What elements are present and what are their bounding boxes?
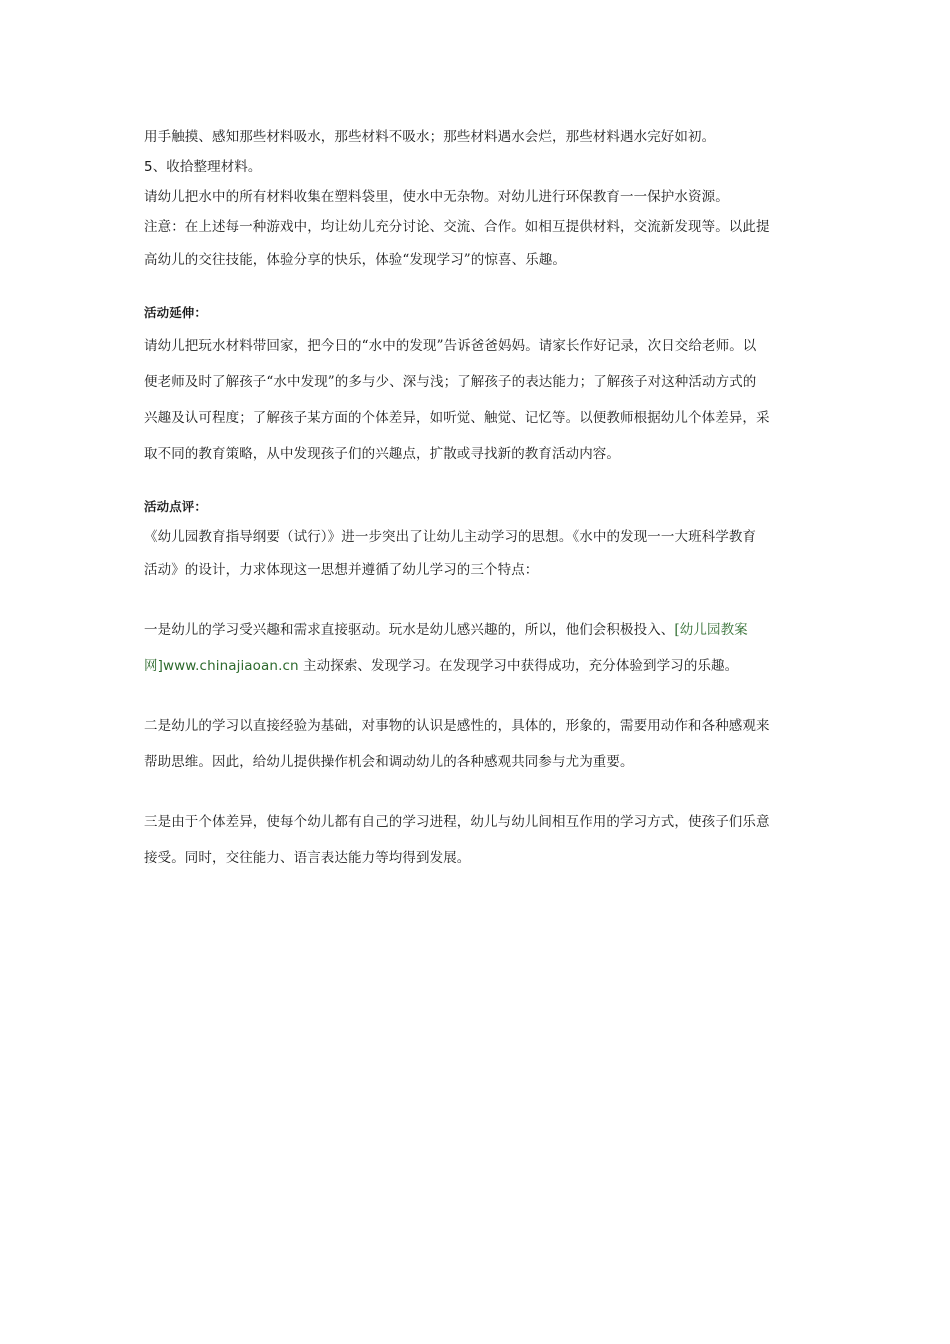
site-link[interactable]: 网]www.chinajiaoan.cn — [144, 658, 299, 674]
spacer — [144, 684, 809, 708]
paragraph-line: 兴趣及认可程度；了解孩子某方面的个体差异，如听觉、触觉、记忆等。以便教师根据幼儿个体差异，采 — [144, 410, 770, 426]
section-heading-extension: 活动延伸： — [144, 305, 208, 320]
spacer — [144, 588, 809, 612]
step-5-heading — [144, 152, 809, 182]
paragraph-text: 主动探索、发现学习。在发现学习中获得成功，充分体验到学习的乐趣。 — [298, 658, 739, 674]
paragraph-line: 用手触摸、感知那些材料吸水，那些材料不吸水；那些材料遇水会烂，那些材料遇水完好如初。 — [144, 129, 716, 145]
paragraph-line: 《幼儿园教育指导纲要（试行）》进一步突出了让幼儿主动学习的思想。《水中的发现一一大班科学教育 — [144, 529, 757, 545]
note-line: 高幼儿的交往技能，体验分享的快乐，体验“发现学习”的惊喜、乐趣。 — [144, 252, 567, 268]
step-number: 5 — [144, 159, 153, 175]
spacer — [144, 780, 809, 804]
note-line: 注意：在上述每一种游戏中，均让幼儿充分讨论、交流、合作。如相互提供材料，交流新发现等。以此提 — [144, 219, 770, 235]
paragraph-line: 三是由于个体差异，使每个幼儿都有自己的学习进程，幼儿与幼儿间相互作用的学习方式，使孩子们乐意 — [144, 814, 770, 830]
document-body — [144, 122, 809, 876]
paragraph-line: 请幼儿把水中的所有材料收集在塑料袋里，使水中无杂物。对幼儿进行环保教育一一保护水资源。 — [144, 189, 729, 205]
paragraph-text: 一是幼儿的学习受兴趣和需求直接驱动。玩水是幼儿感兴趣的，所以，他们会积极投入、 — [144, 622, 675, 638]
spacer — [144, 278, 809, 298]
paragraph-line: 二是幼儿的学习以直接经验为基础，对事物的认识是感性的，具体的，形象的，需要用动作和各种感观来 — [144, 718, 770, 734]
spacer — [144, 472, 809, 492]
section-heading-review: 活动点评： — [144, 499, 208, 514]
paragraph-line: 便老师及时了解孩子“水中发现”的多与少、深与浅；了解孩子的表达能力；了解孩子对这种活动方式的 — [144, 374, 757, 390]
paragraph-line: 请幼儿把玩水材料带回家，把今日的“水中的发现”告诉爸爸妈妈。请家长作好记录，次日交给老师。以 — [144, 338, 757, 354]
paragraph-line: 帮助思维。因此，给幼儿提供操作机会和调动幼儿的各种感观共同参与尤为重要。 — [144, 754, 634, 770]
paragraph-line — [144, 648, 809, 684]
step-text: 、收拾整理材料。 — [152, 159, 262, 175]
site-link[interactable]: [幼儿园教案 — [674, 622, 748, 638]
paragraph-line — [144, 612, 809, 648]
paragraph-line: 取不同的教育策略，从中发现孩子们的兴趣点，扩散或寻找新的教育活动内容。 — [144, 446, 620, 462]
paragraph-line: 活动》的设计，力求体现这一思想并遵循了幼儿学习的三个特点： — [144, 562, 539, 578]
paragraph-line: 接受。同时，交往能力、语言表达能力等均得到发展。 — [144, 850, 471, 866]
